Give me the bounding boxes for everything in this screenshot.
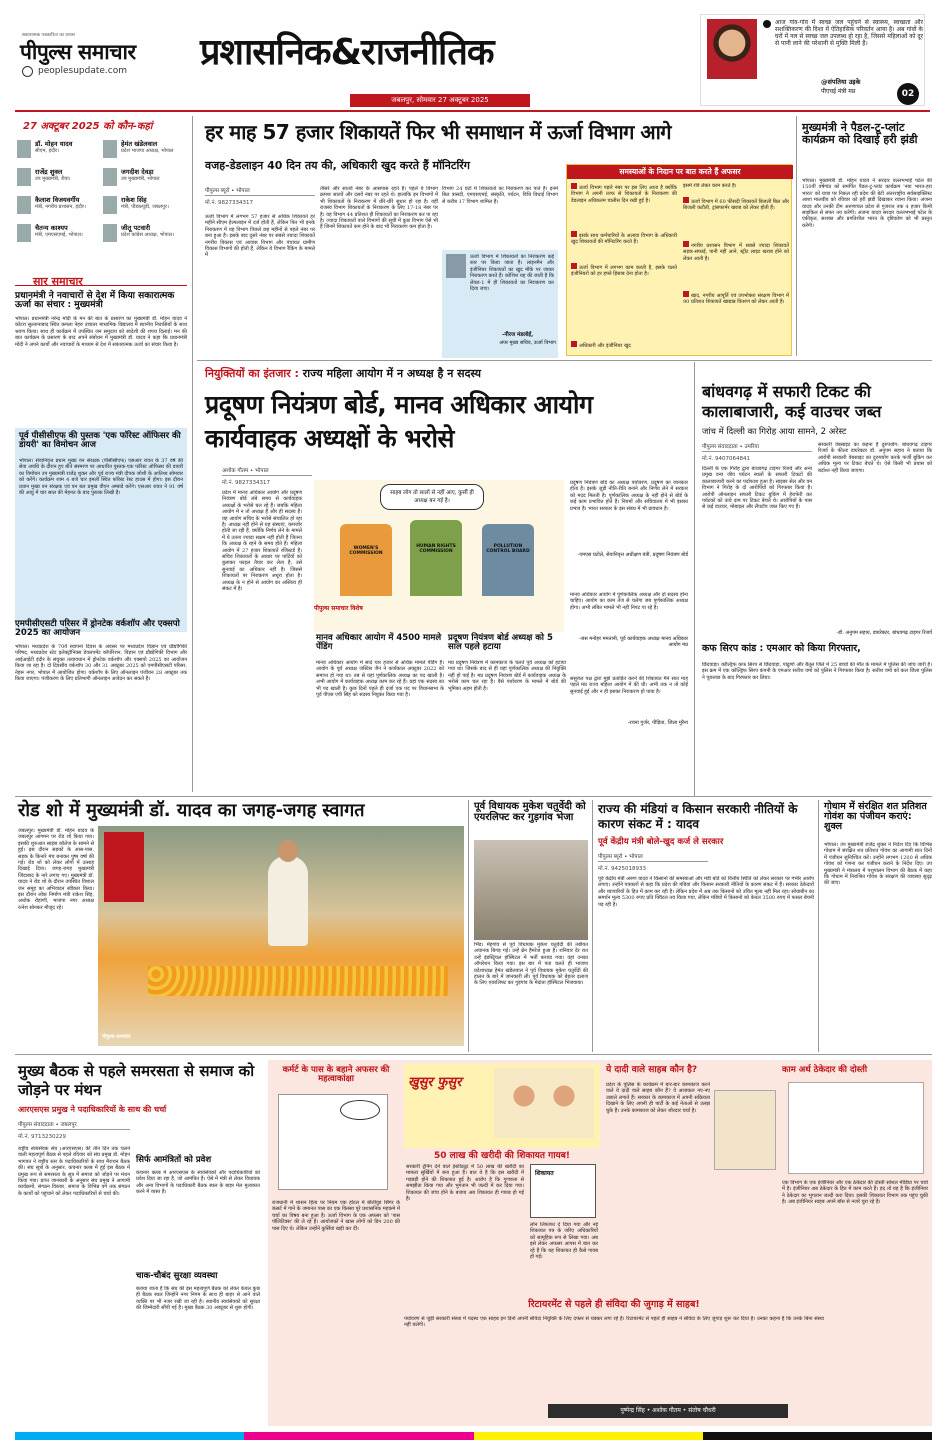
- person-name: राजेंद्र शुक्ल: [35, 168, 63, 176]
- flower-garland: [148, 966, 448, 996]
- safari-subhead: जांच में दिल्ली का गिरोह आया सामने, 2 अरेस्ट: [702, 427, 847, 437]
- person-place: उप मुख्यमंत्री, भोपाल: [121, 176, 160, 182]
- right-brief-title[interactable]: मुख्यमंत्री ने पैडल-टू-प्लांट कार्यक्रम को दिखाई हरी झंडी: [802, 121, 918, 146]
- kicker-label: नियुक्तियों का इंतजार :: [205, 367, 299, 380]
- safari-mobile: मो.नं. 9407064841: [702, 456, 751, 462]
- mukesh-photo: [474, 840, 588, 940]
- dadi-title[interactable]: ये दादी वाले साहब कौन है?: [606, 1065, 698, 1075]
- second-kicker: [205, 366, 685, 381]
- second-mobile: मो.नं. 9827334317: [222, 480, 271, 486]
- side-point-8: [683, 291, 789, 337]
- right-brief-body: भोपाल। मुख्यमंत्री डॉ. मोहन यादव ने सरदार वल्लभभाई पटेल की 150वीं वर्षगांठ को समर्पित पैडल-टू-प्लांट कार्यक्रम 'नया भारत-हरा भारत' को यात्रा पर निकल रही प्रदेश की बेटी अंतरराष्ट्रीय सर्वसाइक्लिस्ट आशा मालवीय को रविवार को हरी झंडी दिखाकर रवाना किया। अंजना यादव और उनकी टीम अरुणाचल प्रदेश से गुजरात तक 4 हजार किमी साइकिल से सफर तय करेंगी। अंजना यादव सरदार वल्लभभाई पटेल के एकीकृत, सशक्त और प्रगतिशील भारत के दृष्टिकोण को भी प्रस्तुत करेंगी।: [802, 178, 932, 229]
- credits-text: पुष्पेन्द्र सिंह • अशोक गौतम • संतोष चौधरी: [620, 1407, 716, 1414]
- safari-byline: पीपुल्स संवाददाता • उमरिया: [702, 442, 812, 452]
- news-3-title[interactable]: एमपीसीएसटी परिसर में ड्रोनटेक वर्कशॉप और एक्सपो 2025 का आयोजन: [15, 619, 180, 638]
- side-point-text: ऊर्जा विभाग में 60 फीसदी शिकायतें बिजली बिल और बिजली कटौती, ट्रांसफार्मर खराब को लेकर होती हैं।: [683, 199, 789, 212]
- poster: [104, 832, 144, 902]
- logo-tagline: सकारात्मक पत्रकारिता का प्रयास: [22, 33, 75, 38]
- right2-rule: [694, 362, 695, 796]
- mukesh-title[interactable]: पूर्व विधायक मुकेश चतुर्वेदी को एयरलिफ्ट कर गुड़गांव भेजा: [474, 801, 586, 823]
- cyan-swatch: [15, 1432, 244, 1440]
- gossip-panel: [268, 1060, 932, 1426]
- quote-role: पीएचई मंत्री मप्र: [821, 88, 856, 95]
- bullet-icon: [571, 263, 577, 269]
- safari-body: दिल्ली के एक गिरोह द्वारा बांधवगढ़ टाइगर रिजर्व और अन्य प्रमुख वन्य जीव पर्यटन स्थलों के सफारी टिकटों की कालाबाजारी करने का पर्दाफाश हुआ है। साइबर सेल और वन विभाग ने गिरोह के दो आरोपियों को गिरफ्तार किया है। आरोपी ऑनलाइन सफारी टिकट बुकिंग में हेराफेरी कर पर्यटकों को ऊंचे दाम पर टिकट बेचते थे। आरोपियों के पास से कई वाउचर, मोबाइल और लैपटॉप जब्त किए गए हैं।: [702, 466, 812, 511]
- second-sub2-body: मप्र प्रदूषण नियंत्रण में कामकाज के चलते पूर्व अध्यक्ष को हटाया गया था। जिसके बाद से ही यहां पूर्णकालिक अध्यक्ष की नियुक्ति नहीं हो पाई है। मप्र प्रदूषण नियंत्रण बोर्ड में कार्यवाहक अध्यक्ष के भरोसे काम चल रहा है। वैसे पर्यावरण के मामले में बोर्ड की भूमिका अहम होती है।: [448, 660, 566, 692]
- lead-body-col2: तीसरे और सातवें नंबर के आसपास रहते हैं। पहले ये विभाग क्रमशः सातवें और दसवें नंबर पर रहते थे। हालांकि इन विभागों में भी शिकायतों के निराकरण में धीरे-धीरे सुधार हो रहा है। वहीं राजस्व विभाग शिकायतों के निराकरण के लिए 17-18 नंबर पर है। यह विभाग 44 प्रतिशत ही शिकायतों का निराकरण कर पा रहा है। ज्यादा शिकायतों वाले विभागों की सूची में कुछ विभाग ऐसे भी हैं जिनमें शिकायतें कम होने के बाद भी निराकरण कम होता है।: [320, 186, 438, 231]
- khusur-kicker: खुसुर फुसुर: [408, 1075, 462, 1090]
- second-sub1-title[interactable]: मानव अधिकार आयोग में 4500 मामले पेंडिंग: [316, 633, 442, 652]
- second-byline: अशोक गौतम • भोपाल: [222, 466, 312, 476]
- cm-figure: [268, 856, 308, 946]
- credits-bar: [548, 1404, 788, 1418]
- side-point-4: [571, 341, 677, 353]
- speech-bubble-icon: [340, 1100, 380, 1120]
- bullet-icon: [571, 231, 577, 237]
- right1-rule: [796, 116, 797, 356]
- person-place: प्रदेश भाजपा अध्यक्ष, भोपाल: [121, 148, 174, 154]
- mandi-subhead: पूर्व केंद्रीय मंत्री बोले-खुद कर्ज ले सरकार: [598, 837, 724, 847]
- person-name: डॉ. मोहन यादव: [35, 140, 73, 148]
- person-name: कैलाश विजयवर्गीय: [35, 196, 80, 204]
- friendship-cartoon: [788, 1082, 924, 1174]
- chair-pollution: [482, 524, 534, 596]
- yellow-swatch: [474, 1432, 703, 1440]
- rss-sub1-body: कचनार क्लब में आरएसएस के स्वयंसेवकों और पदाधिकारियों को प्रवेश दिया जा रहा है, जो आमंत्रित हैं। ऐसे में मंत्री से लेकर विधायक और अन्य विभागों के पदाधिकारी बैठक स्थल के बाहर मेल मुलाकात करने में व्यस्त हैं।: [136, 1170, 260, 1196]
- lead-byline: पीपुल्स ब्यूरो • भोपाल: [205, 186, 315, 196]
- side-point-3: [571, 263, 677, 301]
- safari-headline[interactable]: बांधवगढ़ में सफारी टिकट की कालाबाजारी, कई वाउचर जब्त: [702, 382, 882, 421]
- person-card: [101, 138, 187, 165]
- expert-quote-2: मानव अधिकार आयोग में पूर्णकालिक अध्यक्ष और दो सदस्य होना चाहिए। आयोग का काम तेज से चलेगा जब पूर्णकालिक अध्यक्ष होगा। अभी लंबित मामले भी नहीं निपट पा रहे हैं।: [570, 592, 688, 611]
- site-url[interactable]: peoplesupdate.com: [38, 66, 127, 76]
- person-name: चैतन्य काश्यप: [35, 224, 68, 232]
- x-icon: [763, 20, 771, 28]
- side-point-2: [571, 231, 677, 261]
- col-rule: [468, 800, 469, 1052]
- expert-quote-3-by: -रचना गुर्जर, पीड़िता, जिला मुरैना: [627, 720, 688, 726]
- news-1-title[interactable]: प्रधानमंत्री ने नवाचारों से देश में किया सकारात्मक ऊर्जा का संचार : मुख्यमंत्री: [15, 291, 175, 311]
- mandi-byline: पीपुल्स ब्यूरो • भोपाल: [598, 852, 708, 862]
- lead-mobile: मो.नं. 9827334317: [205, 200, 254, 206]
- row1-rule: [197, 360, 932, 361]
- person-card: [101, 222, 187, 249]
- quote-text: आज गांव-गांव में स्वच्छ जल पहुंचने से स्वास्थ्य, स्वच्छता और सशक्तिकरण की दिशा में ऐतिहासिक परिवर्तन आया है। अब गांवों के घरों में नल से स्वच्छ जल उपलब्ध हो रहा है, जिससे महिलाओं को दूर से पानी लाने की परेशानी से मुक्ति मिली है।: [775, 19, 923, 47]
- person-place: प्रदेश कांग्रेस अध्यक्ष, भोपाल।: [121, 232, 175, 238]
- avatar: [17, 224, 31, 242]
- rss-sub2-body: बताया जाता है कि संघ की इस महत्वपूर्ण बैठक को लेकर केवल कुछ ही बैठक स्थल जिन्होंने नगर निगम के साथ ही बाहर से आने वाले व्यक्ति पर भी नजर रखी जा रही है। स्थानीय स्वयंसेवकों को सुरक्षा की जिम्मेदारी सौंपी गई है। मुख्य बैठक 30 अक्टूबर से शुरू होगी।: [136, 1286, 260, 1312]
- side-point-text: इसमें रवि लेकर काम करते हैं।: [683, 183, 737, 189]
- black-swatch: [703, 1432, 932, 1440]
- dadi-cartoon: [714, 1090, 776, 1170]
- lead-quote-by: -नीरज मंडलोई,: [502, 332, 534, 338]
- side-point-text: नगरीय प्रशासन विभाग में सबसे ज्यादा शिकायतें सड़क-सफाई, पानी नहीं आने, स्ट्रीट लाइट खराब होने को लेकर आती है।: [683, 243, 789, 262]
- rss-headline[interactable]: मुख्य बैठक से पहले समरसता से समाज को जोड़ने पर मंथन: [18, 1062, 255, 1099]
- dadi-body: प्रदेश के पुलिस के कार्यक्रम में बार-बार कामकाज करने वाले ये दादी वाले साहब कौन हैं? वे आजकल नए-नए उछाले लगाते हैं। सरकार के कामकाज में अपनी सक्रियता दिखाने के लिए अपनी ही पार्टी के कई नेताओं से उलझ चुके हैं। उनके कामकाज को लेकर जोरदार चर्चा है।: [606, 1082, 710, 1114]
- quote-box: [700, 14, 925, 106]
- news-2-title[interactable]: पूर्व पीसीसीएफ की पुस्तक 'एक फॉरेस्ट ऑफिसर की डायरी' का विमोचन आज: [19, 431, 181, 450]
- left-column-rule: [192, 116, 193, 792]
- chair-human-rights: [410, 520, 462, 596]
- avatar: [103, 224, 117, 242]
- person-card: [15, 194, 101, 221]
- roadshow-photo: [98, 826, 464, 1046]
- person-name: जीतू पटवारी: [121, 224, 151, 232]
- globe-icon: [22, 66, 33, 77]
- safari-body-2: सरकारी वेबसाइट का कहना है दुरुपयोग: बांधवगढ़ टाइगर रिजर्व के फील्ड डायरेक्टर डॉ. अनुपम सहाय ने बताया कि आरोपी सरकारी वेबसाइट का दुरुपयोग करके फर्जी बुकिंग कर अधिक मूल्य पर टिकट बेचते थे। ऐसे किसी भी प्रयास को बर्दाश्त नहीं किया जाएगा।: [818, 442, 932, 474]
- chair-human-rights-label: HUMAN RIGHTS COMMISSION: [416, 544, 456, 554]
- avatar: [103, 140, 117, 158]
- bullet-icon: [571, 341, 577, 347]
- chair-women: [340, 524, 392, 596]
- who-where-title: 27 अक्टूबर 2025 को कौन-कहां: [23, 121, 153, 132]
- row2-rule: [15, 796, 932, 797]
- news-2-box: [15, 428, 187, 632]
- side-point-1: [571, 183, 677, 229]
- side-point-text: ऊर्जा विभाग पहले नंबर पर इस लिए आता है क्योंकि विभाग ने अपनी तरफ से शिकायतों के निराकरण की डेडलाइन अधिकतम चालीस दिन रखी हुई है।: [571, 185, 677, 204]
- person-place: मंत्री, नगरीय प्रशासन, इंदौर।: [35, 204, 86, 210]
- logo[interactable]: पीपुल्स समाचार: [20, 40, 136, 64]
- person-name: राकेश सिंह: [121, 196, 147, 204]
- second-sub1-body: मानव अधिकार आयोग में सादे चार हजार से अधिक मामले पेंडिंग हैं। आयोग के पूर्व अध्यक्ष जस्टिस जैन ने कार्यकाल अक्टूबर 2022 को समाप्त हो गया था। तब से यहां पूर्णकालिक अध्यक्ष का पद खाली है। अभी आयोग में कार्यवाहक अध्यक्ष काम कर रहे हैं। यहां एक सदस्य का भी पद खाली है। कुछ दिनों पहले ही दर्जा एक पद पर विधानसभा के पूर्व पीएस एपी सिंह को सदस्य नियुक्त किया गया है।: [316, 660, 444, 699]
- lead-body-col1: ऊर्जा विभाग में लगभग 57 हजार से अधिक शिकायतें हर महीने सीएम हेल्पलाइन में दर्ज होती हैं, लेकिन फिर भी इनके निराकरण में यह विभाग पिछले छह महीनों से पहले नंबर पर बना हुआ है। इसके बाद दूसरे नंबर पर सबसे ज्यादा शिकायतें नगरीय विकास एवं आवास विभाग और पंचायत ग्रामीण विकास विभागों की होती हैं, लेकिन ये विभाग रैंकिंग के मामले में: [205, 214, 315, 259]
- masthead-rule: [15, 110, 930, 112]
- person-card: [15, 222, 101, 249]
- news-1-body: भोपाल। प्रधानमंत्री नरेन्द्र मोदी के मन की बात के प्रसारण का मुख्यमंत्री डॉ. मोहन यादव ने कोटरा सुल्तानाबाद स्थित कमला नेहरु उच्चतर माध्यमिक विद्यालय में स्थानीय निवासियों के साथ श्रवण किया। साथ ही कार्यक्रम में उपस्थित जन समुदाय को स्वदेशी की शपथ दिलाई। मन की बात कार्यक्रम के प्रसारण के बाद अपने संबोधन में मुख्यमंत्री डॉ. यादव ने कहा कि प्रधानमंत्री मोदी ने अपने कार्यों और नवाचारों के माध्यम से देश में सकारात्मक ऊर्जा का संचार किया है।: [15, 316, 187, 348]
- person-place: उप मुख्यमंत्री, रीवा।: [35, 176, 71, 182]
- expert-quote-1: प्रदूषण नियंत्रण बोर्ड का अध्यक्ष पर्यावरण, प्रदूषण का जानकार होता है। इसके जुड़ी नीति-रीति बनाने और निर्णय लेने में सरकार को मदद मिलती है। पूर्णकालिक अध्यक्ष के नहीं होने से बोर्ड के कई काम प्रभावित होते हैं। नियमों और सचिवालय में भी इसका प्रभाव है। भारत सरकार के इस संबंध में भी प्रावधान है।: [570, 480, 688, 512]
- retirement-body: पर्यावरण से जुड़ी सरकारी संस्था में पदस्थ एक साहब इन दिनों अपनी संविदा नियुक्ति के लिए दफ्तर से चक्कर लगा रहे हैं। रिटायरमेंट से पहले ही साहब ने संविदा के लिए जुगाड़ शुरू कर दिया है। उनका कहना है कि उनके बिना संस्था नहीं चलेगी।: [404, 1316, 824, 1329]
- side-point-text: ऊर्जा विभाग में लगभग काम करती है, इसके चलते इंजीनियरों को हर हफ्ते हिसाब देना होता है।: [571, 265, 677, 278]
- masthead: [0, 0, 945, 112]
- second-sub2-title[interactable]: प्रदूषण नियंत्रण बोर्ड अध्यक्ष को 5 साल पहले हटाया: [448, 633, 553, 652]
- speech-text: साहब लोग तो सालों से नहीं आए, कुर्सी ही अध्यक्ष बन गई है।: [390, 490, 474, 504]
- row3-rule: [15, 1054, 932, 1055]
- col-rule: [818, 800, 819, 1052]
- avatar: [103, 168, 117, 186]
- expert-quote-2-by: -जस मनोहर ममतानी, पूर्व कार्यवाहक अध्यक्ष मानव अधिकार आयोग मप्र: [578, 636, 688, 648]
- kicker-rest: राज्य महिला आयोग में न अध्यक्ष है न सदस्य: [302, 367, 482, 380]
- second-body: प्रदेश में मानव अधिकार आयोग और प्रदूषण नियंत्रण बोर्ड लंबे समय से कार्यवाहक अध्यक्षों के भरोसे चल रहे हैं। जबकि महिला आयोग में न तो अध्यक्ष हैं और ही सदस्य हैं। यह आयोग सचिव के भरोसे संचालित हो रहा है। अध्यक्ष नहीं होने से यह संस्थाएं, कमजोर होती जा रही हैं, क्योंकि निर्णय लेने के मामले में ये उतना ज्यादा सक्षम नहीं होती हैं जितना कि अध्यक्ष के रहने के समय होते हैं। महिला आयोग में 27 हजार शिकायतें रजिस्टर्ड हैं। सचिव शिकायतों के आधार पर पार्टियों को बुलाकर फाइल तैयार कर लेता है, उसे सुनवाई का अधिकार नहीं है। जिससे शिकायतों पर निराकरण अधूरा होता है। अध्यक्ष के न होने से आयोग का अस्तित्व ही संकट में है।: [222, 490, 302, 593]
- concert-body: राजधानी में शासन हित्य पर नियम एक होटल में बॉलीवुड सिंगर के कंसर्ट में गाने के जमानत पास का एक किस्सा पूरे प्रशासनिक महकमे में चर्चा का विषय बना हुआ है। ऊर्जा विभाग के एक अफसर को 'पास पॉलिटिक्स' की ले रहे हैं। आयोजकों ने खास लोगों को डिन 200 फ्री पास दिए थे। लेकिन उन्होंने कुर्सियां खड़ी कर दीं।: [272, 1200, 400, 1232]
- photo-credit: पीपुल्स समाचार: [102, 1034, 131, 1040]
- roadshow-body: जबलपुर। मुख्यमंत्री डॉ. मोहन यादव के जबलपुर आगमन पर रोड शो किया गया। इसकी शुरुआत साइंस कॉलेज के सामने से हुई। इस दौरान सड़कों के आस-पास, सड़क के किनारे मंच बनाकर पुष्प वर्षा की गई। रोड शो को लेकर लोगों में उत्साह दिखाई दिया। जगह-जगह मुख्यमंत्री जिंदाबाद के नारे लगाए गए। मुख्यमंत्री डॉ. यादव ने रोड शो के दौरान उपस्थित विशाल जन समूह का अभिवादन स्वीकार किया। इस दौरान लोक निर्माण मंत्री राकेश सिंह, अशोक रोहाणी, भाजपा नगर अध्यक्ष रत्नेश सोनकर मौजूद रहे।: [18, 828, 94, 911]
- avatar: [17, 168, 31, 186]
- side-box-title-text: समस्याओं के निदान पर बात करते हैं अफसर: [619, 167, 741, 176]
- dateline-text: जबलपुर, सोमवार 27 अक्टूबर 2025: [391, 96, 489, 104]
- avatar: [17, 196, 31, 214]
- chair-women-label: WOMEN'S COMMISSION: [349, 546, 383, 556]
- rss-body: राष्ट्रीय स्वयंसेवक संघ (आरएसएस) की तीन दिन तक चलने वाली महत्वपूर्ण बैठक से पहले रविवार को संघ प्रमुख डॉ. मोहन भागवत ने राष्ट्रीय स्तर के पदाधिकारियों के साथ मैराथन बैठक की। संघ सूत्रों के अनुसार, कचनार क्लब में हुई इस बैठक में प्रमुख रूप से समरसता के सूत्र में समाज को जोड़ने पर मंथन किया गया। प्राप्त जानकारी के अनुसार संघ प्रमुख ने आगामी कार्यक्रमों, संगठन विस्तार, समाज के विभिन्न वर्ग तक संगठन के कार्यों को पहुंचाने को लेकर पदाधिकारियों से चर्चा की।: [18, 1146, 130, 1197]
- second-headline[interactable]: प्रदूषण नियंत्रण बोर्ड, मानव अधिकार आयोग कार्यवाहक अध्यक्षों के भरोसे: [205, 390, 593, 453]
- page-number: 02: [897, 83, 919, 105]
- chairs-cartoon: [314, 480, 564, 632]
- left-column: [15, 116, 187, 791]
- minister-photo: [707, 19, 757, 79]
- news-2-body: भोपाल। सेवानिवृत्त प्रधान मुख्य वन संरक्षक (पीसीसीएफ) एसआर रावत के 37 वर्ष की सेवा अवधि के दौरान हुए बीते संस्मरण पर आधारित पुस्तक-एक फॉरेस्ट ऑफिसर की डायरी का विमोचन उप मुख्यमंत्री राजेंद्र शुक्ल और पूर्व राज्य मंत्री दीपक जोशी के आतिथ्य सोमवार को करेंगे। कार्यक्रम शाम 4 बजे चार इमली स्थित फॉरेस्ट रेस्ट हाउस में होगा। इस दौरान प्रधान मुख्य वन संरक्षक एवं वन बल प्रमुख वीएन अम्बाडे करेंगे। एसआर रावत ने 91 वर्ष की आयु में चार साल की मेहनत के बाद पुस्तक लिखी है।: [19, 458, 183, 497]
- col-rule: [592, 800, 593, 1052]
- side-point-6: [683, 197, 789, 237]
- rss-subhead: आरएसएस प्रमुख ने पदाधिकारियों के साथ की चर्चा: [18, 1105, 167, 1114]
- person-card: [101, 166, 187, 193]
- side-point-text: इसके साथ कर्मचारियों के अलावा विभाग के अधिकारी खुद शिकायतों की मॉनिटरिंग करते हैं।: [571, 233, 677, 246]
- roadshow-headline[interactable]: रोड शो में मुख्यमंत्री डॉ. यादव का जगह-जगह स्वागत: [18, 800, 365, 821]
- side-point-text: खाद, नगरीय आपूर्ति एवं उपभोक्ता संरक्षण विभाग में 90 प्रतिशत शिकायतें खाद्यान्न वितरण को लेकर आती हैं।: [683, 293, 789, 306]
- person-name: जगदीश देवड़ा: [121, 168, 154, 176]
- side-box-title: [567, 165, 793, 179]
- lead-quote-box: [442, 250, 558, 358]
- chair-pollution-label: POLLUTION CONTROL BOARD: [486, 544, 530, 554]
- complaint-sign-text: शिकायत: [535, 1170, 554, 1177]
- people-grid: [15, 138, 187, 250]
- vishesh-label: पीपुल्स समाचार विशेष: [314, 605, 363, 612]
- rss-sub2-title: चाक-चौबंद सुरक्षा व्यवस्था: [136, 1271, 218, 1281]
- person-card: [101, 194, 187, 221]
- complaint-body-2: लोन लिफाफा दे दिया गया और नई शिकायत पत्र के जरिए अधिकारियों को सामूहिक रूप से लिखा गया। अब इसे लेकर अफसर आपस में बात कर रहे हैं कि यह शिकायत ही कैसे गायब हो गई।: [530, 1222, 598, 1261]
- quote-author: @संपतिया उइके: [821, 78, 861, 86]
- lead-body-col3: विभाग 24 घंटों में शिकायतों का निराकरण कर पाते हैं। इनमें बिल त्रासदी, एमएसएमई, संस्कृति, पर्यटन, विधि विधाई विभाग से करीब 17 विभाग शामिल हैं।: [442, 186, 558, 205]
- lead-subhead: वजह-डेडलाइन 40 दिन तय की, अधिकारी खुद करते हैं मॉनिटरिंग: [205, 159, 470, 172]
- rss-mobile: मो.नं. 9713230229: [18, 1134, 67, 1140]
- mandi-headline[interactable]: राज्य की मंडियां व किसान सरकारी नीतियों के कारण संकट में : यादव: [598, 802, 798, 831]
- mandi-body: पूर्व केंद्रीय मंत्री अरुण यादव ने किसानों की समस्याओं और मंडी बोर्ड को वित्तीय स्थिति को लेकर सरकार पर गंभीर आरोप लगाए। उन्होंने पत्रकारों से कहा कि प्रदेश की मंडियां और किसान सरकारी नीतियों के कारण संकट में हैं। सरकार ठेकेदारों और व्यापारियों के हित में काम कर रही है। लेकिन प्रदेश में अब तक किसानों को उचित मूल्य नहीं मिल रहा। सोयाबीन का समर्थन मूल्य 5300 रुपए प्रति क्विंटल तय किया गया, लेकिन मंडियों में किसानों को केवल 3500 रुपए में फसल बेचनी पड़ रही है।: [598, 876, 814, 908]
- mukesh-body: भिंड। मेहगांव से पूर्व विधायक मुकेश चतुर्वेदी की तबीयत अचानक बिगड़ गई। उन्हें ब्रेन हैमरेज हुआ है। शनिवार देर रात उन्हें इंडस्ट्रियल हॉस्पिटल में भर्ती कराया गया। वहां उनका ऑपरेशन किया गया। इस बार में पता चलते ही भाजपा प्रदेशाध्यक्ष हेमंत खंडेलवाल ने पूर्व विधायक मुकेश चतुर्वेदी की हालत के बारे में जानकारी ली। पूर्व विधायक को बेहतर इलाज के लिए एयरलिफ्ट कर गुड़गांव के मेदांता हॉस्पिटल भिजवाया।: [474, 942, 588, 987]
- person-card: [15, 138, 101, 165]
- bullet-icon: [683, 241, 689, 247]
- cm-head: [278, 840, 298, 862]
- friendship-title[interactable]: काम अर्थ ठेकेदार की दोस्ती: [782, 1065, 868, 1075]
- bullet-icon: [683, 291, 689, 297]
- official-photo: [446, 254, 466, 278]
- lead-headline[interactable]: हर माह 57 हजार शिकायतें फिर भी समाधान में ऊर्जा विभाग आगे: [205, 120, 672, 144]
- friendship-body: एक विभाग के एक इंजीनियर और एक ठेकेदार की दोस्ती सोशल मीडिया पर चर्चा में है। इंजीनियर अब ठेकेदार के हित में काम करते हैं। हद तो यह है कि इंजीनियर ने ठेकेदार का भुगतान जल्दी करा दिया। इसकी शिकायत विभाग तक पहुंच चुकी है। अब इंजीनियर साहब अपने बॉस से नजरें चुरा रहे हैं।: [782, 1180, 928, 1206]
- safari-quote-by: -डॉ. अनुपम सहाय, डायरेक्टर, बांधवगढ़ टाइगर रिजर्व: [836, 630, 932, 636]
- dateline: [350, 94, 530, 107]
- cough-syrup-title[interactable]: कफ सिरप कांड : एमआर को किया गिरफ्तार,: [702, 643, 861, 654]
- saar-header: [15, 270, 187, 286]
- saar-title: सार समाचार: [33, 275, 83, 288]
- bullet-icon: [571, 183, 577, 189]
- rss-byline: पीपुल्स संवाददाता • जबलपुर: [18, 1120, 130, 1130]
- lead-quote: ऊर्जा विभाग में शिकायतों का निराकरण कई स्तर पर किया जाता है। लाइनमैन और इंजीनियर शिकायतों का खुद मौके पर जाकर निराकरण करते हैं। कोशिश यह की जाती है कि लेवल-1 में ही शिकायतों का निराकरण कर दिया जाए।: [470, 254, 554, 293]
- lead-side-box: [566, 164, 792, 356]
- news-3-body: भोपाल। मध्यप्रदेश के 70वें स्थापना दिवस के अवसर पर मध्यप्रदेश विज्ञान एवं प्रौद्योगिकी परिषद, मध्यप्रदेश स्टेट इलेक्ट्रॉनिक्स डेवलपमेंट कॉर्पोरेशन, विज्ञान एवं प्रौद्योगिकी विभाग और आईआईटी इंदौर के संयुक्त तत्वावधान में ड्रोनटेक वर्कशॉप और एक्सपो 2025 का आयोजन किया जा रहा है। दो दिवसीय वर्कशॉप 30 और 31 अक्टूबर 2025 को एमपीसीएसटी परिसर, नेहरू नगर, भोपाल में आयोजित होगा। वर्कशॉप के लिए ऑनलाइन पंजीयन 28 अक्टूबर तक किया जाएगा। पंजीकरण के लिए प्रतिभागी ऑनलाइन आवेदन कर सकते हैं।: [15, 644, 187, 683]
- person-card: [15, 166, 101, 193]
- rss-sub1-title: सिर्फ आमंत्रितों को प्रवेश: [136, 1155, 212, 1165]
- expert-quote-3: ससुराल पक्ष द्वारा मुझे प्रताड़ित करने की शिकायत मैंने सात माह पहले मप्र राज्य महिला आयोग में की थी। अभी तक न तो कोई सुनवाई हुई और न ही इसका निराकरण हो पाया है।: [570, 676, 688, 695]
- side-point-text: अधिकारी और इंजीनियर खुद: [579, 343, 631, 349]
- complaint-sign: [530, 1164, 596, 1218]
- cough-syrup-body: छिंदवाड़ा। कोल्ड्रिफ कफ सिरप से छिंदवाड़ा, पांढुर्णा और बैतूल जिले में 25 बच्चों की मौत के मामले में पुलिस की जांच जारी है। इस क्रम में एक कोल्ड्रिफ सिरप कंपनी के एमआर सतीश वर्मा को पुलिस ने गिरफ्तार किया है। सतीश वर्मा को कल जिला पुलिस ने पूछताछ के बाद गिरफ्तार कर लिया।: [702, 662, 932, 681]
- expert-quote-1-by: -एमएस घटोले, सेवानिवृत्त अधीक्षण यंत्री, प्रदूषण नियंत्रण बोर्ड: [577, 552, 688, 558]
- expert-quotes: [570, 480, 688, 798]
- person-place: मंत्री, एमएसएमई, भोपाल।: [35, 232, 83, 238]
- side-point-5: [683, 183, 789, 197]
- bullet-icon: [683, 197, 689, 203]
- avatar: [103, 196, 117, 214]
- avatar: [17, 140, 31, 158]
- godham-body: भोपाल। उप मुख्यमंत्री राजेंद्र शुक्ल ने निर्देश दिए कि विभिन्न गोधाम में संरक्षित शत प्रतिशत गोवंश का आगामी सात दिनों में पंजीयन सुनिश्चित करें। उन्होंने लगभग 1200 से अधिक गोवंश को गणना कर पंजीयन कराने के निर्देश दिए। उप मुख्यमंत्री ने मंत्रालय में पशुपालन विभाग की बैठक में कहा कि गोधाम में निराश्रित गोवंश के संरक्षण की व्यवस्था सुदृढ़ की जाए।: [824, 842, 932, 887]
- lead-quote-role: अपर मुख्य सचिव, ऊर्जा विभाग: [499, 340, 556, 346]
- magenta-swatch: [244, 1432, 473, 1440]
- person-name: हेमंत खंडेलवाल: [121, 140, 158, 148]
- person-place: मंत्री, पीडब्ल्यूडी, जबलपुर।: [121, 204, 169, 210]
- retirement-title[interactable]: रिटायरमेंट से पहले ही संविदा की जुगाड़ में साहब!: [528, 1299, 700, 1310]
- godham-headline[interactable]: गोधाम में संरक्षित शत प्रतिशत गोवंश का पंजीयन कराएं: शुक्ल: [824, 801, 927, 832]
- color-registration-bar: [15, 1432, 932, 1440]
- section-title: प्रशासनिक&राजनीतिक: [200, 32, 494, 73]
- khusur-cartoon: [494, 1068, 594, 1138]
- person-place: सीएम, इंदौर।: [35, 148, 59, 154]
- complaint-body: सरकारी ट्रेनिंग देने वाले इंस्टीट्यूट में 50 लाख की खरीदी का मामला सुर्खियों में बना हुआ है। बात ये है कि इस खरीदी में गड़बड़ी होने की शिकायत हुई है। आरोप है कि गुणवत्ता से समझौता किया गया और भुगतान भी जल्दी में कर दिया गया। शिकायत की जांच होने के बजाय अब शिकायत ही गायब हो गई है।: [406, 1164, 524, 1203]
- complaint-title[interactable]: 50 लाख की खरीदी की शिकायत गायब!: [434, 1151, 570, 1161]
- concert-title[interactable]: कर्मर्ट के पास के बहाने अफसर की महत्वाकांक्षा: [282, 1065, 390, 1084]
- side-point-7: [683, 241, 789, 287]
- mandi-mobile: मो.नं. 9425018933: [598, 866, 647, 872]
